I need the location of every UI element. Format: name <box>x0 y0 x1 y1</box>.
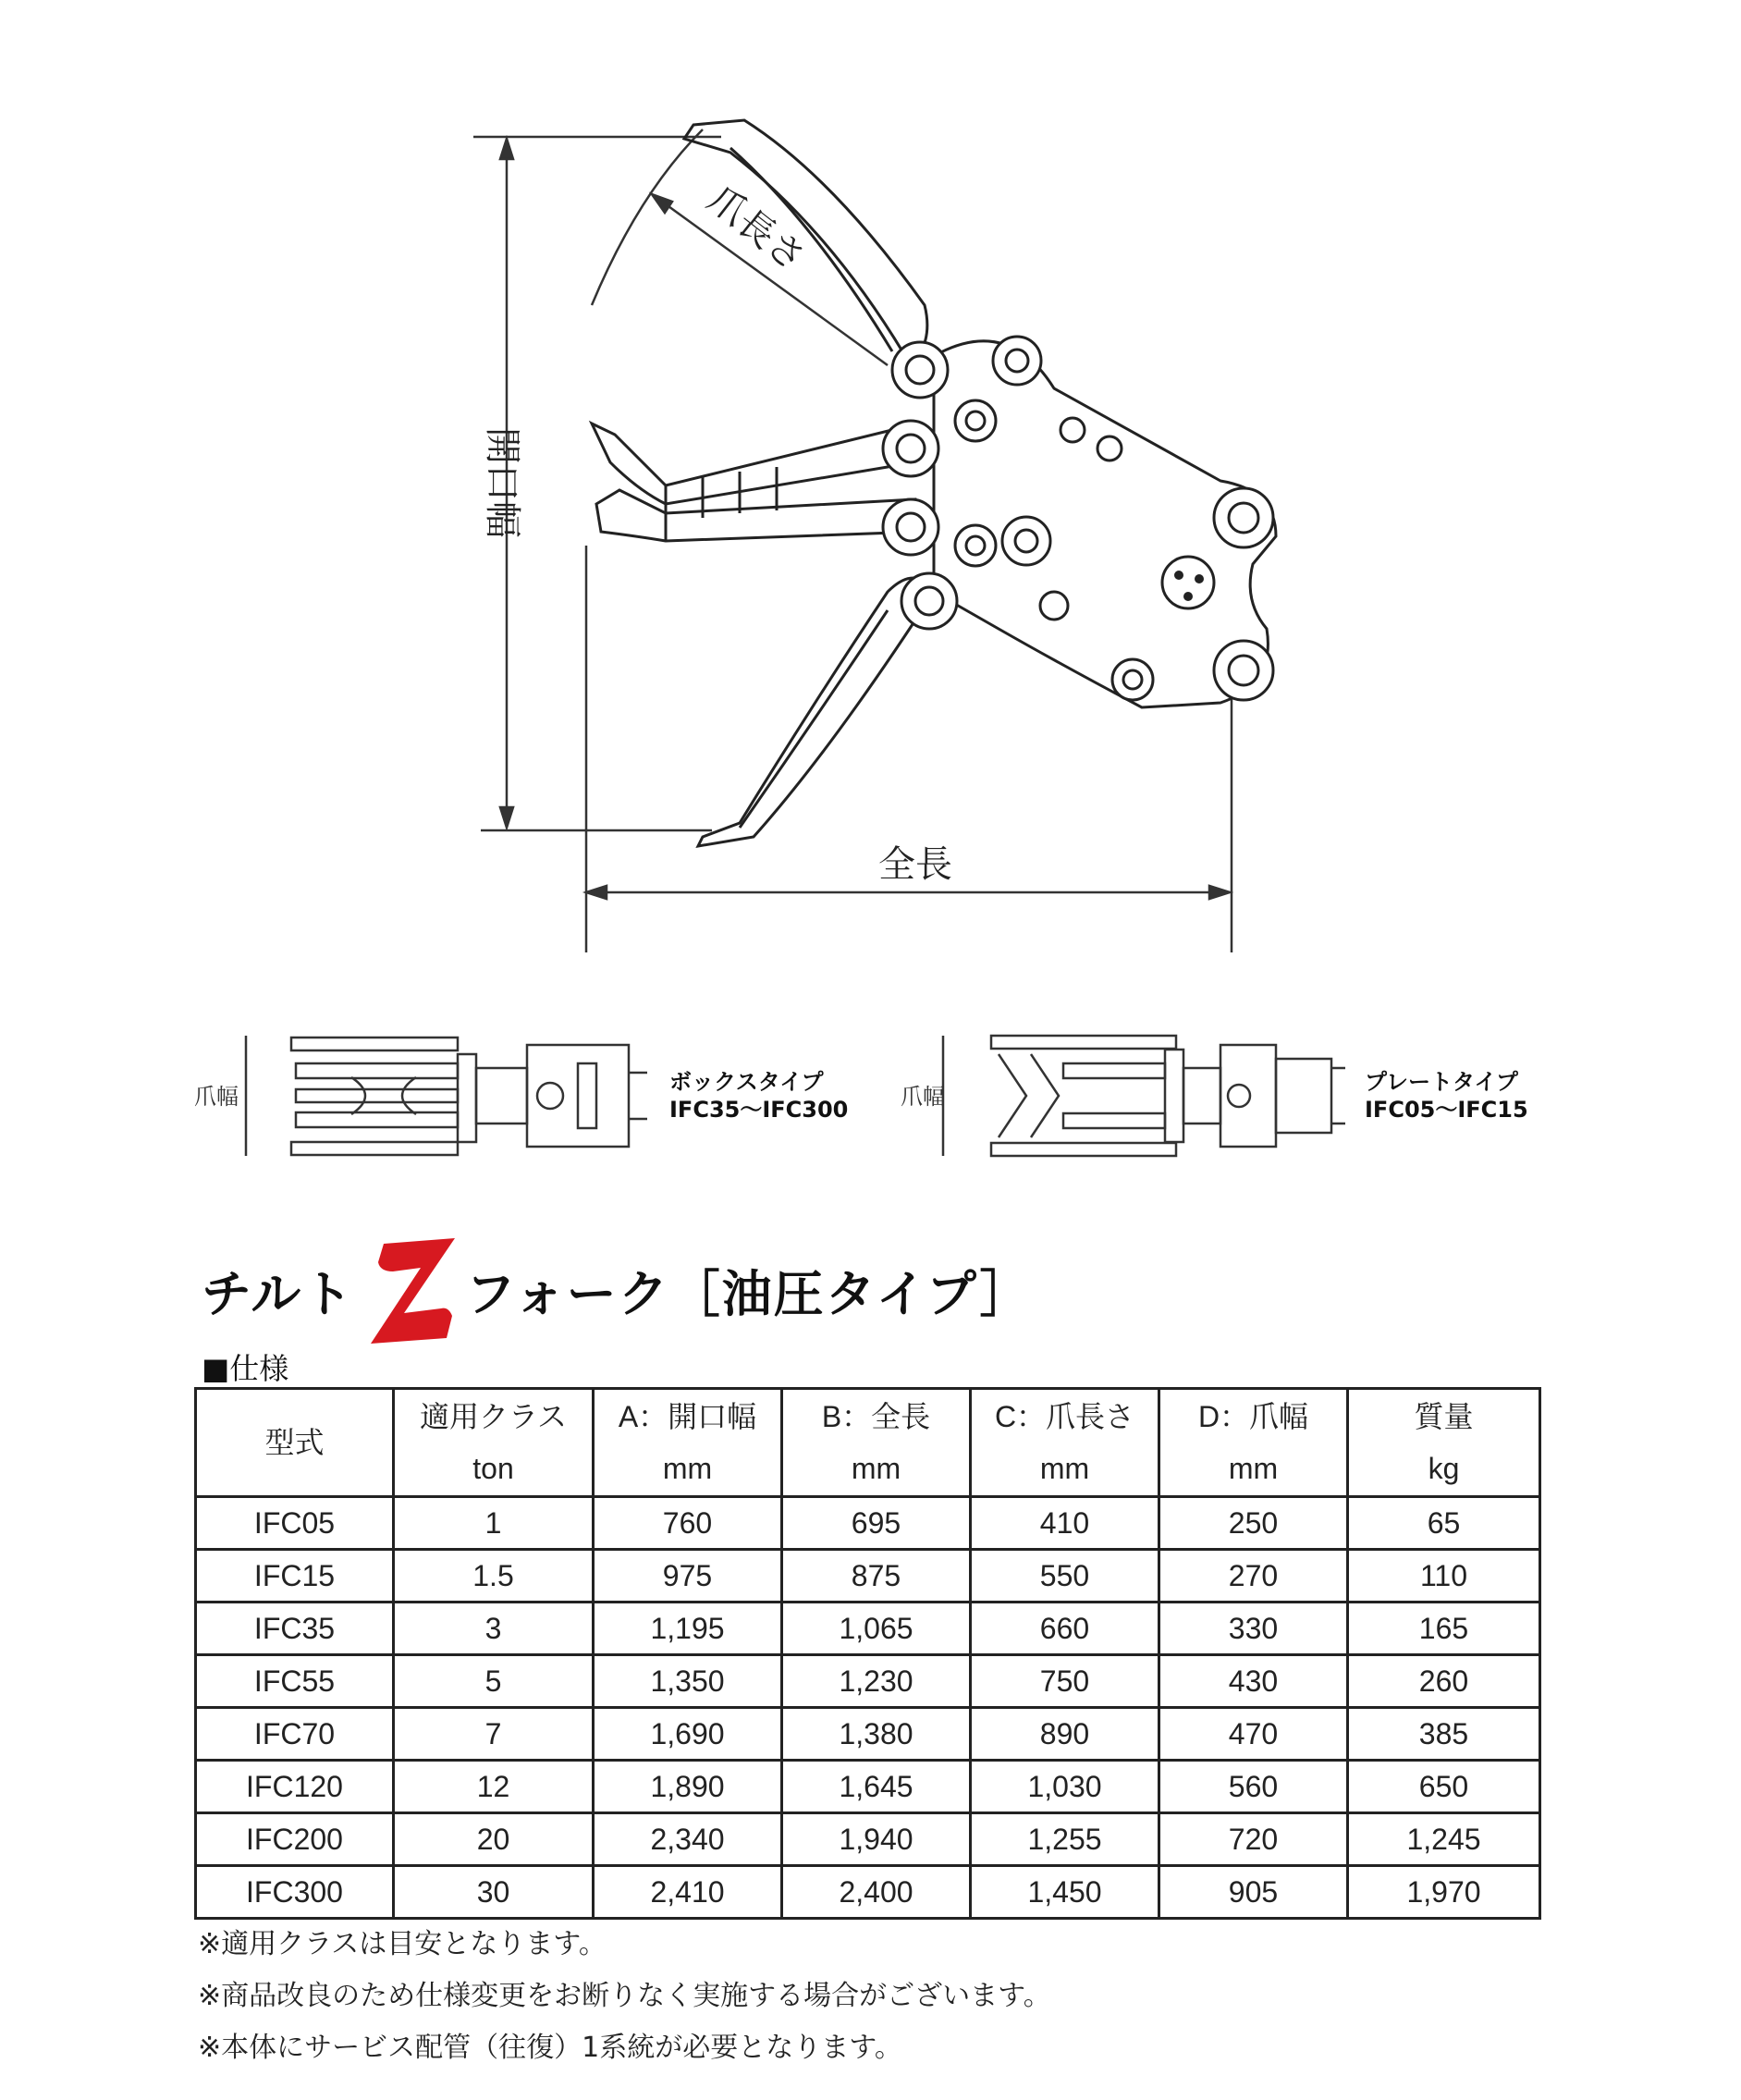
table-cell: 20 <box>394 1813 594 1866</box>
label-opening-width: 開口幅 <box>481 427 523 538</box>
table-cell: 7 <box>394 1708 594 1761</box>
plate-type-range: IFC05～IFC15 <box>1365 1097 1528 1123</box>
notes <box>198 1919 1051 2074</box>
header-mass: 質量 kg <box>1348 1389 1540 1497</box>
note-item: ※本体にサービス配管（往復）1系統が必要となります。 <box>198 2032 902 2064</box>
tilt-fork-side-view-diagram <box>0 0 1741 980</box>
table-cell: 12 <box>394 1761 594 1813</box>
header-class: 適用クラス ton <box>394 1389 594 1497</box>
table-cell: 1 <box>394 1497 594 1550</box>
table-cell: 410 <box>971 1497 1159 1550</box>
table-cell: 875 <box>782 1550 971 1603</box>
title-prefix: チルト <box>202 1264 355 1323</box>
table-cell: 750 <box>971 1655 1159 1708</box>
table-cell: 5 <box>394 1655 594 1708</box>
table-cell: IFC55 <box>196 1655 394 1708</box>
table-cell: 890 <box>971 1708 1159 1761</box>
table-row <box>196 1550 1540 1603</box>
table-cell: 560 <box>1159 1761 1348 1813</box>
table-cell: IFC05 <box>196 1497 394 1550</box>
table-cell: 1,230 <box>782 1655 971 1708</box>
table-cell: 30 <box>394 1866 594 1919</box>
note-item: ※商品改良のため仕様変更をお断りなく実施する場合がございます。 <box>198 1980 1051 2012</box>
table-cell: 1,940 <box>782 1813 971 1866</box>
table-cell: 1,195 <box>594 1603 782 1655</box>
table-row <box>196 1655 1540 1708</box>
title-suffix: フォーク［油圧タイプ］ <box>465 1264 1032 1323</box>
table-cell: 165 <box>1348 1603 1540 1655</box>
note-item: ※適用クラスは目安となります。 <box>198 1928 607 1960</box>
plate-type-top-view <box>943 1036 1345 1156</box>
spec-section-label: ■仕様 <box>202 1351 289 1386</box>
table-cell: 2,400 <box>782 1866 971 1919</box>
table-row <box>196 1761 1540 1813</box>
table-cell: IFC120 <box>196 1761 394 1813</box>
table-cell: 1,380 <box>782 1708 971 1761</box>
table-cell: 1,245 <box>1348 1813 1540 1866</box>
table-cell: 260 <box>1348 1655 1540 1708</box>
top-view-diagrams <box>0 1008 1741 1193</box>
table-cell: IFC15 <box>196 1550 394 1603</box>
box-type-name: ボックスタイプ <box>669 1069 824 1095</box>
table-cell: 250 <box>1159 1497 1348 1550</box>
table-cell: 65 <box>1348 1497 1540 1550</box>
table-cell: 650 <box>1348 1761 1540 1813</box>
label-claw-length: 爪長さ <box>699 178 814 280</box>
table-cell: 385 <box>1348 1708 1540 1761</box>
table-cell: 1.5 <box>394 1550 594 1603</box>
table-cell: 470 <box>1159 1708 1348 1761</box>
table-cell: 975 <box>594 1550 782 1603</box>
table-cell: 1,350 <box>594 1655 782 1708</box>
table-cell: IFC35 <box>196 1603 394 1655</box>
header-model: 型式 <box>196 1389 394 1497</box>
table-row <box>196 1708 1540 1761</box>
table-cell: 430 <box>1159 1655 1348 1708</box>
table-cell: 2,340 <box>594 1813 782 1866</box>
box-type-range: IFC35～IFC300 <box>669 1097 849 1123</box>
table-cell: 695 <box>782 1497 971 1550</box>
table-cell: 760 <box>594 1497 782 1550</box>
table-cell: IFC70 <box>196 1708 394 1761</box>
table-cell: 1,065 <box>782 1603 971 1655</box>
plate-type-claw-width-label: 爪幅 <box>901 1084 945 1110</box>
header-claw-width: D：爪幅 mm <box>1159 1389 1348 1497</box>
label-overall-length: 全長 <box>878 843 952 886</box>
spec-table <box>194 1387 1541 1920</box>
table-cell: 1,450 <box>971 1866 1159 1919</box>
header-opening-width: A：開口幅 mm <box>594 1389 782 1497</box>
table-row <box>196 1813 1540 1866</box>
table-cell: 1,970 <box>1348 1866 1540 1919</box>
table-cell: 720 <box>1159 1813 1348 1866</box>
box-type-claw-width-label: 爪幅 <box>194 1084 239 1110</box>
table-cell: 110 <box>1348 1550 1540 1603</box>
table-row <box>196 1866 1540 1919</box>
table-cell: IFC200 <box>196 1813 394 1866</box>
table-cell: 1,030 <box>971 1761 1159 1813</box>
table-cell: 1,890 <box>594 1761 782 1813</box>
table-cell: IFC300 <box>196 1866 394 1919</box>
table-cell: 905 <box>1159 1866 1348 1919</box>
table-row <box>196 1497 1540 1550</box>
header-overall-length: B：全長 mm <box>782 1389 971 1497</box>
table-cell: 2,410 <box>594 1866 782 1919</box>
spec-table-header-row <box>196 1389 1540 1497</box>
z-logo-icon <box>367 1234 460 1345</box>
table-cell: 660 <box>971 1603 1159 1655</box>
table-row <box>196 1603 1540 1655</box>
table-cell: 330 <box>1159 1603 1348 1655</box>
header-claw-length: C：爪長さ mm <box>971 1389 1159 1497</box>
table-cell: 1,645 <box>782 1761 971 1813</box>
box-type-top-view <box>246 1036 647 1156</box>
plate-type-name: プレートタイプ <box>1365 1069 1518 1095</box>
table-cell: 550 <box>971 1550 1159 1603</box>
table-cell: 1,690 <box>594 1708 782 1761</box>
product-title <box>202 1225 1032 1355</box>
table-cell: 1,255 <box>971 1813 1159 1866</box>
table-cell: 270 <box>1159 1550 1348 1603</box>
table-cell: 3 <box>394 1603 594 1655</box>
